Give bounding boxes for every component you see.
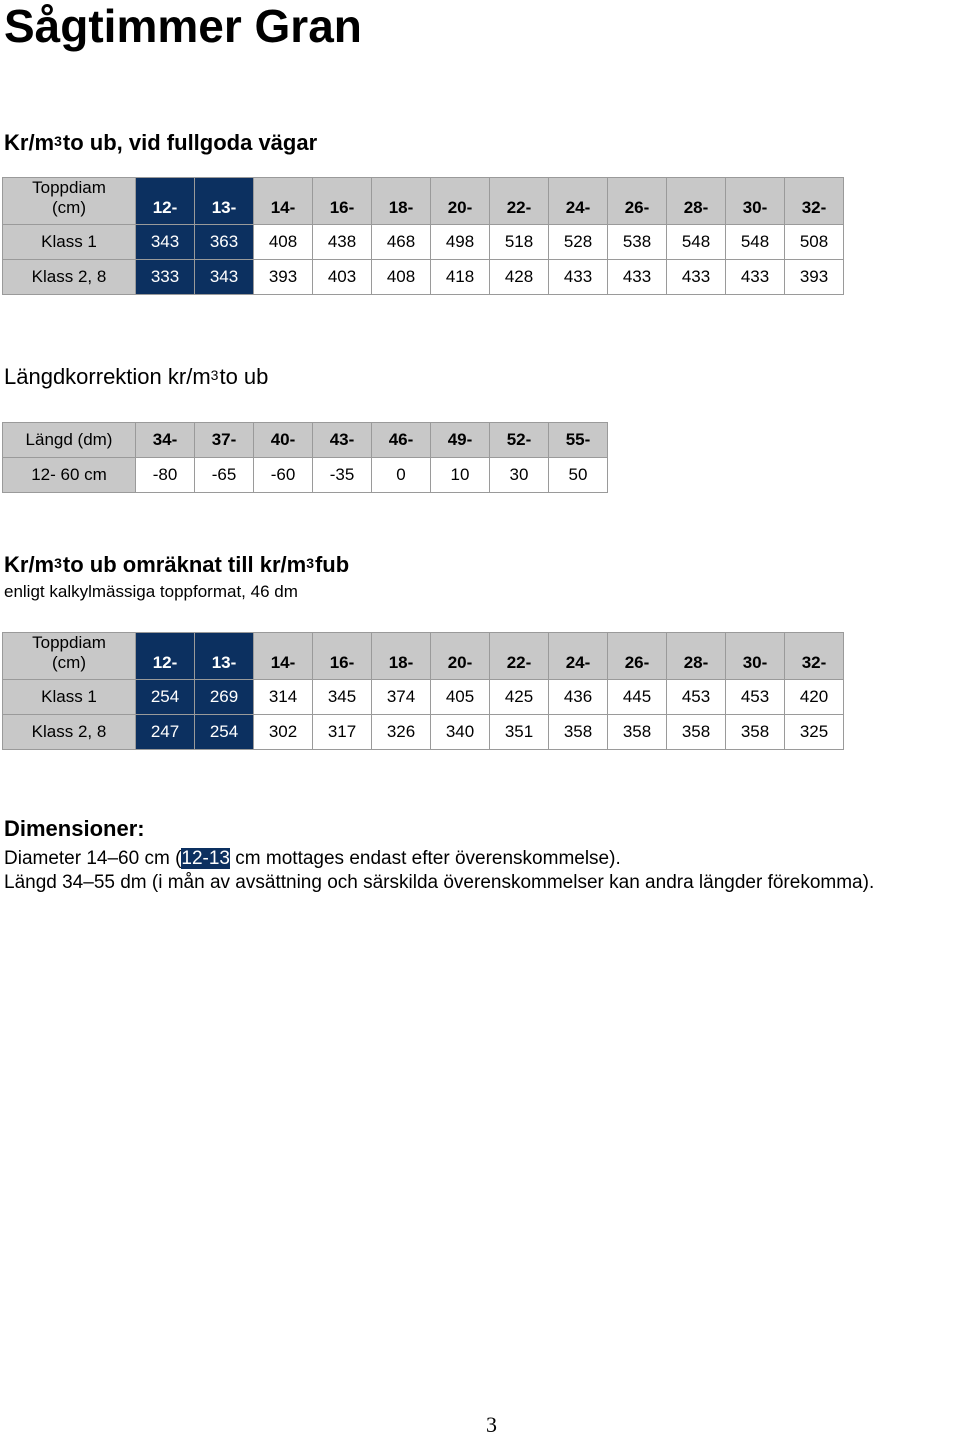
table-cell: 433 xyxy=(549,260,608,295)
price-table-fub xyxy=(2,632,844,750)
table-cell: 528 xyxy=(549,225,608,260)
column-header: 28- xyxy=(667,633,726,680)
column-header: 26- xyxy=(608,633,667,680)
table-row xyxy=(3,225,844,260)
row-label: 12- 60 cm xyxy=(3,458,136,493)
table-cell: 247 xyxy=(136,715,195,750)
column-header: 20- xyxy=(431,178,490,225)
table-row xyxy=(3,260,844,295)
section3-heading: $Kr/m^3to$ ub omräknat till $kr/m^3fub$ xyxy=(4,552,350,577)
table-cell: 436 xyxy=(549,680,608,715)
table-cell: 358 xyxy=(667,715,726,750)
column-header: 28- xyxy=(667,178,726,225)
table-header-row xyxy=(3,423,608,458)
column-header: 46- xyxy=(372,423,431,458)
table-cell: 508 xyxy=(785,225,844,260)
header-label-langd: Längd (dm) xyxy=(3,423,136,458)
table-cell: 351 xyxy=(490,715,549,750)
table-cell: -80 xyxy=(136,458,195,493)
section2-heading: Längdkorrektion $kr/m^3to$ ub xyxy=(4,364,269,389)
table-cell: -60 xyxy=(254,458,313,493)
header-label-toppdiam: Toppdiam (cm) xyxy=(3,633,136,680)
table-cell: 420 xyxy=(785,680,844,715)
dimensions-length-line: Längd 34–55 dm (i mån av avsättning och särskilda överenskommelser kan andra längder förekomma). xyxy=(4,872,875,893)
column-header: 43- xyxy=(313,423,372,458)
table-cell: 433 xyxy=(608,260,667,295)
table-cell: 317 xyxy=(313,715,372,750)
row-label: Klass 1 xyxy=(3,225,136,260)
table-cell: 538 xyxy=(608,225,667,260)
table-cell: 438 xyxy=(313,225,372,260)
table-cell: 340 xyxy=(431,715,490,750)
column-header: 22- xyxy=(490,633,549,680)
column-header: 30- xyxy=(726,178,785,225)
table-cell: 498 xyxy=(431,225,490,260)
table-cell: 254 xyxy=(136,680,195,715)
table-cell: 50 xyxy=(549,458,608,493)
column-header: 49- xyxy=(431,423,490,458)
table-cell: 325 xyxy=(785,715,844,750)
column-header: 14- xyxy=(254,178,313,225)
section3-subheading: enligt kalkylmässiga toppformat, 46 dm xyxy=(4,582,298,601)
column-header: 18- xyxy=(372,633,431,680)
column-header: 52- xyxy=(490,423,549,458)
dimensions-title: Dimensioner: xyxy=(4,816,145,841)
diameter-highlight: 12-13 xyxy=(181,848,231,869)
table-cell: 0 xyxy=(372,458,431,493)
header-label-toppdiam: Toppdiam (cm) xyxy=(3,178,136,225)
table-cell: 453 xyxy=(726,680,785,715)
table-cell: 358 xyxy=(608,715,667,750)
row-label: Klass 2, 8 xyxy=(3,715,136,750)
table-header-row xyxy=(3,633,844,680)
table-cell: 428 xyxy=(490,260,549,295)
page-number: 3 xyxy=(486,1412,497,1437)
column-header: 14- xyxy=(254,633,313,680)
table-cell: 468 xyxy=(372,225,431,260)
dimensions-diameter-line: Diameter 14–60 cm (12-13 cm mottages endast efter överenskommelse). xyxy=(4,848,621,869)
column-header: 32- xyxy=(785,178,844,225)
table-cell: 445 xyxy=(608,680,667,715)
table-header-row xyxy=(3,178,844,225)
column-header: 26- xyxy=(608,178,667,225)
table-row xyxy=(3,680,844,715)
table-cell: 302 xyxy=(254,715,313,750)
column-header: 13- xyxy=(195,178,254,225)
column-header: 30- xyxy=(726,633,785,680)
column-header: 22- xyxy=(490,178,549,225)
column-header: 20- xyxy=(431,633,490,680)
column-header: 37- xyxy=(195,423,254,458)
price-table-ub xyxy=(2,177,844,295)
row-label: Klass 1 xyxy=(3,680,136,715)
table-cell: -65 xyxy=(195,458,254,493)
column-header: 16- xyxy=(313,178,372,225)
length-correction-table xyxy=(2,422,608,493)
page-title: Sågtimmer Gran xyxy=(4,0,362,52)
table-cell: 30 xyxy=(490,458,549,493)
table-cell: 518 xyxy=(490,225,549,260)
table-cell: 345 xyxy=(313,680,372,715)
table-cell: 403 xyxy=(313,260,372,295)
table-cell: 10 xyxy=(431,458,490,493)
table-cell: 363 xyxy=(195,225,254,260)
table-cell: 269 xyxy=(195,680,254,715)
table-cell: 358 xyxy=(726,715,785,750)
row-label: Klass 2, 8 xyxy=(3,260,136,295)
table-cell: 393 xyxy=(785,260,844,295)
table-cell: 418 xyxy=(431,260,490,295)
column-header: 18- xyxy=(372,178,431,225)
section1-heading: $Kr/m^3to$ ub, vid fullgoda vägar xyxy=(4,130,318,155)
column-header: 12- xyxy=(136,633,195,680)
table-cell: 358 xyxy=(549,715,608,750)
column-header: 24- xyxy=(549,178,608,225)
column-header: 40- xyxy=(254,423,313,458)
table-cell: 425 xyxy=(490,680,549,715)
table-cell: 343 xyxy=(195,260,254,295)
column-header: 34- xyxy=(136,423,195,458)
table-cell: 548 xyxy=(667,225,726,260)
table-cell: 433 xyxy=(667,260,726,295)
table-cell: 408 xyxy=(372,260,431,295)
column-header: 32- xyxy=(785,633,844,680)
column-header: 13- xyxy=(195,633,254,680)
column-header: 16- xyxy=(313,633,372,680)
table-cell: -35 xyxy=(313,458,372,493)
column-header: 24- xyxy=(549,633,608,680)
table-cell: 408 xyxy=(254,225,313,260)
table-row xyxy=(3,715,844,750)
table-cell: 333 xyxy=(136,260,195,295)
table-cell: 343 xyxy=(136,225,195,260)
table-cell: 453 xyxy=(667,680,726,715)
table-cell: 393 xyxy=(254,260,313,295)
table-cell: 326 xyxy=(372,715,431,750)
table-cell: 254 xyxy=(195,715,254,750)
table-row xyxy=(3,458,608,493)
table-cell: 548 xyxy=(726,225,785,260)
table-cell: 433 xyxy=(726,260,785,295)
table-cell: 374 xyxy=(372,680,431,715)
column-header: 12- xyxy=(136,178,195,225)
table-cell: 405 xyxy=(431,680,490,715)
table-cell: 314 xyxy=(254,680,313,715)
column-header: 55- xyxy=(549,423,608,458)
